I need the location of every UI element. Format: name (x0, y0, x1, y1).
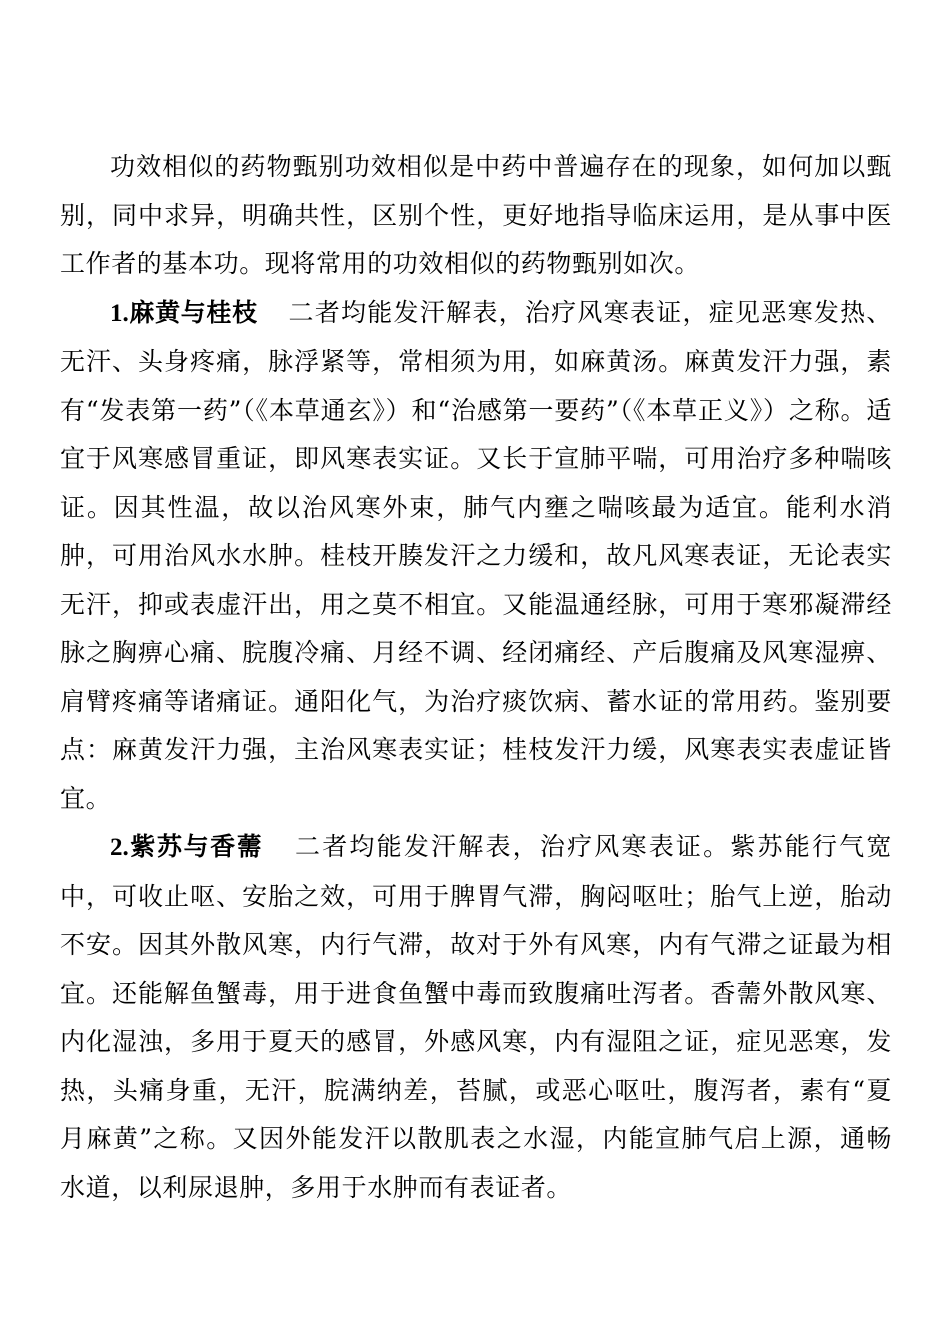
intro-text: 功效相似的药物甄别功效相似是中药中普遍存在的现象，如何加以甄别，同中求异，明确共性，区别个性，更好地指导临床运用，是从事中医工作者的基本功。现将常用的功效相似的药物甄别如次。 (60, 152, 892, 278)
section-heading: 2.紫苏与香薷 (110, 834, 264, 861)
section-body: 二者均能发汗解表，治疗风寒表证。紫苏能行气宽中，可收止呕、安胎之效，可用于脾胃气滞，胸闷呕吐；胎气上逆，胎动不安。因其外散风寒，内行气滞，故对于外有风寒，内有气滞之证最为相宜。还能解鱼蟹毒，用于进食鱼蟹中毒而致腹痛吐泻者。香薷外散风寒、内化湿浊，多用于夏天的感冒，外感风寒，内有湿阻之证，症见恶寒，发热，头痛身重，无汗，脘满纳差，苔腻，或恶心呕吐，腹泻者，素有“夏月麻黄”之称。又因外能发汗以散肌表之水湿，内能宣肺气启上源，通畅水道，以利尿退肿，多用于水肿而有表证者。 (60, 832, 892, 1202)
section-paragraph-zisu-xiangru (60, 823, 892, 1212)
section-heading: 1.麻黄与桂枝 (110, 299, 258, 327)
section-body: 二者均能发汗解表，治疗风寒表证，症见恶寒发热、无汗、头身疼痛，脉浮紧等，常相须为用，如麻黄汤。麻黄发汗力强，素有“发表第一药”（《本草通玄》）和“治感第一要药”（《本草正义》）之称。适宜于风寒感冒重证，即风寒表实证。又长于宣肺平喘，可用治疗多种喘咳证。因其性温，故以治风寒外束，肺气内壅之喘咳最为适宜。能利水消肿，可用治风水水肿。桂枝开腠发汗之力缓和，故凡风寒表证，无论表实无汗，抑或表虚汗出，用之莫不相宜。又能温通经脉，可用于寒邪凝滞经脉之胸痹心痛、脘腹冷痛、月经不调、经闭痛经、产后腹痛及风寒湿痹、肩臂疼痛等诸痛证。通阳化气，为治疗痰饮病、蓄水证的常用药。鉴别要点：麻黄发汗力强，主治风寒表实证；桂枝发汗力缓，风寒表实表虚证皆宜。 (60, 297, 892, 813)
document-body (60, 143, 892, 1212)
intro-paragraph (60, 143, 892, 289)
section-paragraph-mahuang-guizhi (60, 289, 892, 824)
